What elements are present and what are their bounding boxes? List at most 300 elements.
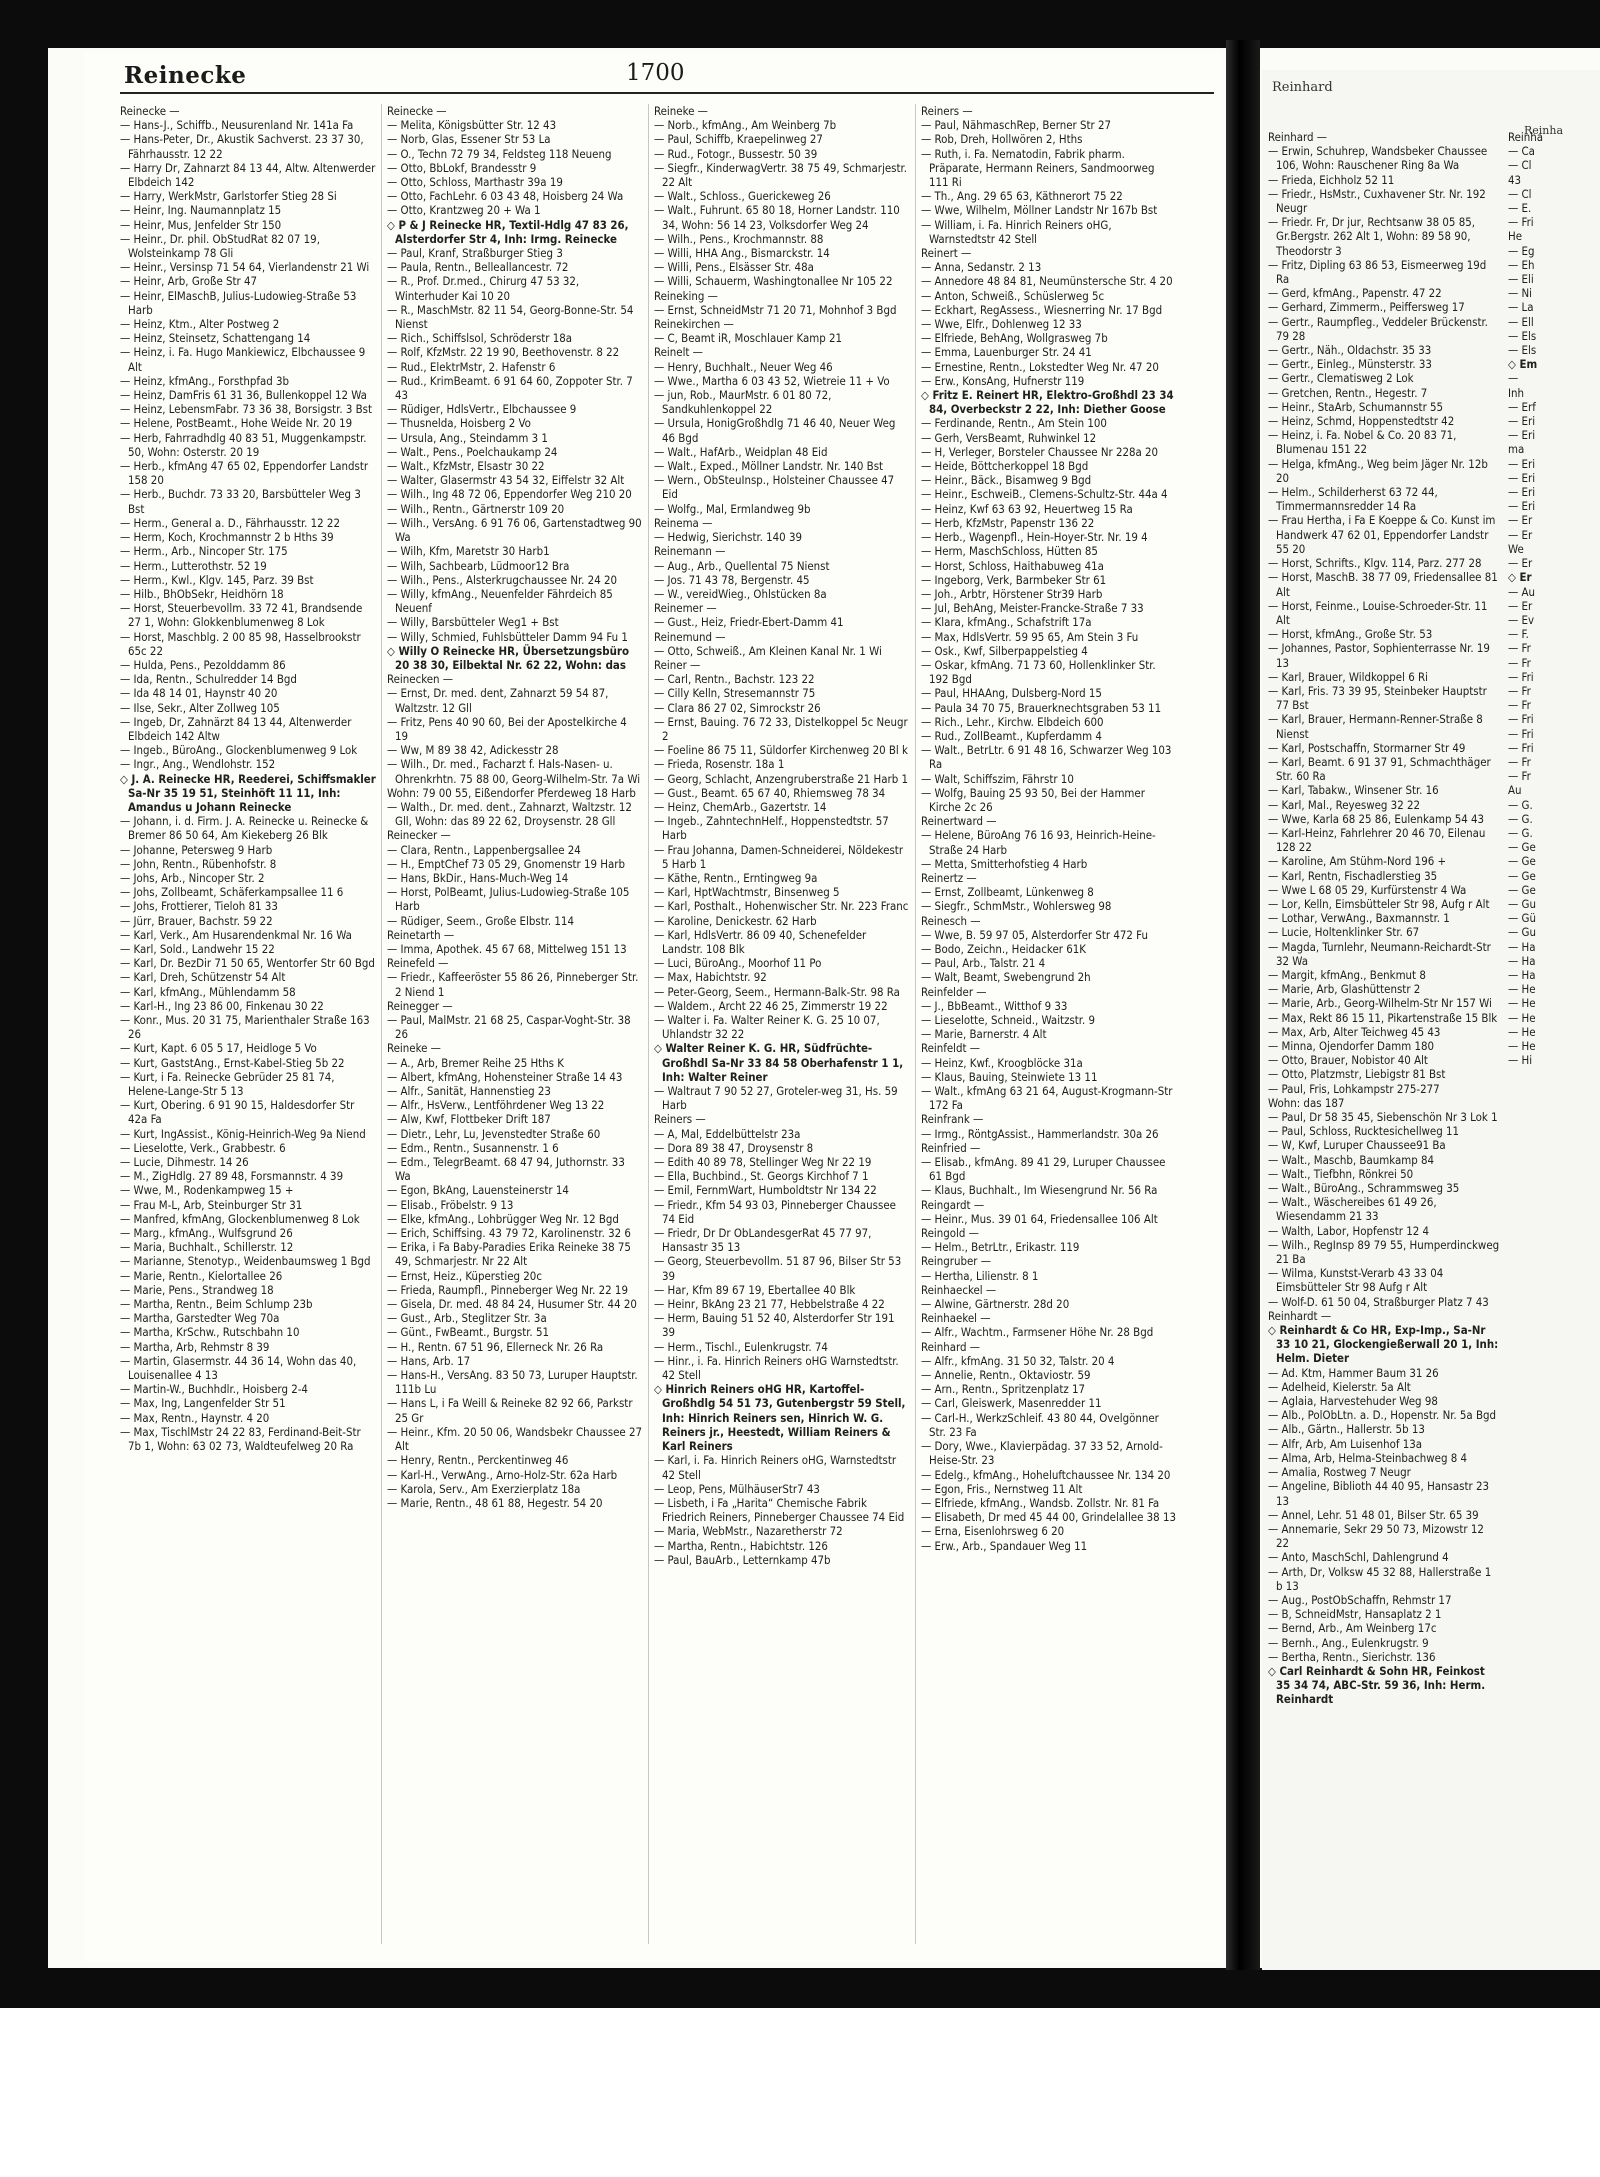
directory-entry: — Johannes, Pastor, Sophienterrasse Nr. 19 13 [1268, 641, 1490, 670]
directory-entry: Reinfried — [921, 1140, 981, 1155]
directory-entry: — Herb, KfzMstr, Papenstr 136 22 [921, 515, 1095, 530]
directory-entry: Wohn: das 187 [1268, 1095, 1345, 1110]
directory-entry: — Paul, BauArb., Letternkamp 47b [654, 1552, 831, 1567]
directory-entry: — Martha, Garstedter Weg 70a [120, 1311, 280, 1326]
directory-entry: — Hans L, i Fa Weill & Reineke 82 92 66, Parkstr 25 Gr [387, 1396, 633, 1425]
directory-entry: — Hans-H., VersAng. 83 50 73, Luruper Hauptstr. 111b Lu [387, 1368, 638, 1397]
directory-entry: — Heinr, ElMaschB, Julius-Ludowieg-Straße 53 Harb [120, 288, 357, 317]
right-directory-column-cut [1508, 130, 1598, 1970]
left-page [84, 52, 1222, 1962]
directory-entry: — Lisbeth, i Fa „Harita“ Chemische Fabrik Friedrich Reiners, Pinneberger Chaussee 74 Eid [654, 1495, 905, 1525]
directory-entry: — Heide, Böttcherkoppel 18 Bgd [921, 459, 1089, 474]
directory-entry: — Alw, Kwf, Flottbeker Drift 187 [387, 1112, 551, 1127]
directory-entry: — Wilh., RegInsp 89 79 55, Humperdinckweg 21 Ba [1268, 1237, 1500, 1267]
directory-entry: — Wwe., Martha 6 03 43 52, Wietreie 11 + Vo [654, 373, 890, 388]
directory-entry: — W., vereidWieg., Ohlstücken 8a [654, 586, 827, 601]
directory-entry: — Osk., Kwf, Silberpappelstieg 4 [921, 643, 1088, 658]
directory-entry: — Th., Ang. 29 65 63, Käthnerort 75 22 [921, 189, 1123, 204]
directory-entry: — Gu [1508, 925, 1536, 940]
directory-entry: — Bertha, Rentn., Sierichstr. 136 [1268, 1649, 1436, 1664]
directory-entry: — Wilh., Ing 48 72 06, Eppendorfer Weg 210 20 [387, 487, 632, 502]
directory-entry: — Eh [1508, 257, 1535, 272]
directory-entry: — Max, Habichtstr. 92 [654, 970, 767, 985]
directory-entry: — Martha, Arb, Rehmstr 8 39 [120, 1339, 270, 1354]
directory-entry: — Helm., BetrLtr., Erikastr. 119 [921, 1240, 1080, 1255]
directory-entry: — Magda, Turnlehr, Neumann-Reichardt-Str 32 Wa [1268, 939, 1491, 968]
directory-entry: — Käthe, Rentn., Erntingweg 9a [654, 870, 818, 885]
directory-entry: — H., Rentn. 67 51 96, Ellerneck Nr. 26 Ra [387, 1339, 604, 1354]
directory-entry: Reinemund — [654, 629, 726, 644]
directory-entry: — Gisela, Dr. med. 48 84 24, Husumer Str. 44 20 [387, 1297, 637, 1312]
directory-entry: Au [1508, 783, 1522, 798]
directory-entry: — Lieselotte, Verk., Grabbestr. 6 [120, 1140, 286, 1155]
directory-entry: — Edm., Rentn., Susannenstr. 1 6 [387, 1140, 559, 1155]
directory-entry: — Kurt, Obering. 6 91 90 15, Haldesdorfer Str 42a Fa [120, 1098, 355, 1127]
directory-entry: — Gerd, kfmAng., Papenstr. 47 22 [1268, 286, 1442, 301]
directory-entry: — Heinr., Mus. 39 01 64, Friedensallee 106 Alt [921, 1211, 1158, 1226]
directory-entry: — He [1508, 1024, 1536, 1039]
directory-entry: — Willi, HHA Ang., Bismarckstr. 14 [654, 246, 830, 261]
directory-entry: — Edith 40 89 78, Stellinger Weg Nr 22 19 [654, 1155, 872, 1170]
directory-entry: — Melita, Königsbütter Str. 12 43 [387, 118, 557, 133]
directory-entry: — Er [1508, 527, 1533, 542]
directory-entry: — Ge [1508, 840, 1536, 855]
directory-entry: — Karoline, Am Stühm-Nord 196 + [1268, 854, 1447, 869]
directory-entry: — Ingeb, Dr, Zahnärzt 84 13 44, Altenwerder Elbdeich 142 Altw [120, 714, 352, 743]
directory-entry: Reinert — [921, 246, 972, 261]
directory-entry: — Bodo, Zeichn., Heidacker 61K [921, 941, 1086, 956]
directory-entry: — Rich., Schiffslsol, Schröderstr 18a [387, 331, 573, 346]
directory-entry: — Horst, Schrifts., Klgv. 114, Parz. 277 28 [1268, 556, 1482, 571]
directory-entry: — Martin, Glasermstr. 44 36 14, Wohn das 40, Louisenallee 4 13 [120, 1353, 357, 1383]
directory-entry: — Hans, Arb. 17 [387, 1353, 471, 1368]
directory-entry: — Gertr., Raumpfleg., Veddeler Brückenstr. 79 28 [1268, 314, 1488, 343]
directory-entry: — Fri [1508, 740, 1534, 755]
directory-entry: — Friedr., Kaffeeröster 55 86 26, Pinneberger Str. 2 Niend 1 [387, 970, 639, 999]
directory-entry: — Karl, kfmAng., Mühlendamm 58 [120, 984, 296, 999]
directory-entry: — Wern., ObSteuInsp., Holsteiner Chaussee 47 Eid [654, 473, 895, 502]
directory-entry: — He [1508, 996, 1536, 1011]
directory-entry: — Paul, MalMstr. 21 68 25, Caspar-Voght-Str. 38 26 [387, 1013, 631, 1042]
directory-entry: — Metta, Smitterhofstieg 4 Harb [921, 856, 1088, 871]
directory-entry: — Herm, Koch, Krochmannstr 2 b Hths 39 [120, 530, 334, 545]
directory-entry: Reinertward — [921, 814, 997, 829]
directory-entry: — Gust., Arb., Steglitzer Str. 3a [387, 1311, 547, 1326]
directory-entry: — Alma, Arb, Helma-Steinbachweg 8 4 [1268, 1450, 1468, 1465]
directory-entry: — Annedore 48 84 81, Neumünstersche Str. 4 20 [921, 274, 1173, 289]
directory-entry: Reinecker — [387, 828, 451, 843]
directory-entry: — Konr., Mus. 20 31 75, Marienthaler Straße 163 26 [120, 1013, 370, 1042]
directory-entry: — Eli [1508, 272, 1534, 287]
directory-entry: — Paul, Schiffb, Kraepelinweg 27 [654, 132, 823, 147]
directory-entry: — Johs, Frottierer, Tieloh 81 33 [120, 899, 278, 914]
directory-entry: — Ernestine, Rentn., Lokstedter Weg Nr. 47 20 [921, 359, 1159, 374]
directory-entry: — Leop, Pens, MülhäuserStr7 43 [654, 1481, 820, 1496]
directory-entry: — Karl, Dreh, Schützenstr 54 Alt [120, 970, 286, 985]
directory-entry: — Wwe, Elfr., Dohlenweg 12 33 [921, 317, 1082, 332]
directory-entry: — Martha, Rentn., Beim Schlump 23b [120, 1297, 313, 1312]
directory-entry: — Martin-W., Buchhdlr., Hoisberg 2-4 [120, 1382, 308, 1397]
directory-entry: — Er [1508, 556, 1533, 571]
directory-entry: — Ernst, Bauing. 76 72 33, Distelkoppel 5c Neugr 2 [654, 714, 908, 743]
directory-entry: — Horst, Feinme., Louise-Schroeder-Str. 11 Alt [1268, 598, 1488, 627]
directory-entry: — Fritz, Pens 40 90 60, Bei der Apostelkirche 4 19 [387, 714, 627, 743]
directory-entry: — Herb., kfmAng 47 65 02, Eppendorfer Landstr 158 20 [120, 459, 369, 488]
header-rule [120, 92, 1214, 94]
directory-entry: — Gerhard, Zimmerm., Peiffersweg 17 [1268, 300, 1465, 315]
directory-entry: — Annelie, Rentn., Oktaviostr. 59 [921, 1368, 1091, 1383]
directory-entry: — Willy, Barsbütteler Weg1 + Bst [387, 615, 559, 630]
directory-entry: — Paul, Kranf, Straßburger Stieg 3 [387, 246, 563, 261]
directory-entry: — Angeline, Biblioth 44 40 95, Hansastr 23 13 [1268, 1479, 1490, 1508]
directory-entry: — Jul, BehAng, Meister-Francke-Straße 7 33 [921, 601, 1144, 616]
directory-entry: — Carl, Rentn., Bachstr. 123 22 [654, 672, 815, 687]
directory-entry: — Amalia, Rostweg 7 Neugr [1268, 1465, 1411, 1480]
directory-entry: — John, Rentn., Rübenhofstr. 8 [120, 856, 277, 871]
directory-entry: — Wilh, Sachbearb, Lüdmoor12 Bra [387, 558, 570, 573]
directory-entry: — Clara, Rentn., Lappenbergsallee 24 [387, 842, 581, 857]
directory-entry: — Walt., Maschb, Baumkamp 84 [1268, 1152, 1435, 1167]
directory-entry: — Ca [1508, 144, 1535, 159]
directory-entry: — Wwe, M., Rodenkampweg 15 + [120, 1183, 294, 1198]
directory-entry: — G. [1508, 797, 1533, 812]
directory-entry: — Egon, Fris., Nernstweg 11 Alt [921, 1481, 1083, 1496]
directory-entry: — Heinz, LebensmFabr. 73 36 38, Borsigstr. 3 Bst [120, 402, 373, 417]
directory-entry: — Wwe, Wilhelm, Möllner Landstr Nr 167b Bst [921, 203, 1158, 218]
directory-entry: — G. [1508, 811, 1533, 826]
directory-entry: — Clara 86 27 02, Simrockstr 26 [654, 700, 821, 715]
directory-entry: — Gertr., Clematisweg 2 Lok [1268, 371, 1414, 386]
right-directory-column [1268, 130, 1500, 1970]
directory-entry: — H., EmptChef 73 05 29, Gnomenstr 19 Harb [387, 856, 626, 871]
directory-entry: — Heinz, kfmAng., Forsthpfad 3b [120, 373, 290, 388]
right-running-head: Reinhard [1272, 80, 1333, 95]
directory-entry: — Hilb., BhObSekr, Heidhörn 18 [120, 586, 284, 601]
directory-entry: ◇ Hinrich Reiners oHG HR, Kartoffel-Großhdlg 54 51 73, Gutenbergstr 59 Stell, Inh: Hinrich Reiners sen, Hinrich W. G. Reiners jr., Heestedt, William Reiners & Karl Reiners [654, 1382, 906, 1454]
directory-entry: — Helm., Schilderherst 63 72 44, Timmermannsredder 14 Ra [1268, 485, 1438, 514]
directory-entry: — Oskar, kfmAng. 71 73 60, Hollenklinker Str. 192 Bgd [921, 657, 1156, 687]
directory-entry: — Heinr., Versinsp 71 54 64, Vierlandenstr 21 Wi [120, 260, 370, 275]
directory-entry: — Horst, Schloss, Haithabuweg 41a [921, 558, 1104, 573]
directory-entry: — Walt, Beamt, Swebengrund 2h [921, 970, 1091, 985]
directory-entry: — Margit, kfmAng., Benkmut 8 [1268, 967, 1426, 982]
directory-entry: — Hulda, Pens., Pezolddamm 86 [120, 657, 286, 672]
directory-entry: — Ernst, Dr. med. dent, Zahnarzt 59 54 87, Waltzstr. 12 Gll [387, 686, 609, 715]
directory-entry: — Fri [1508, 669, 1534, 684]
directory-entry: — [1508, 371, 1519, 386]
directory-entry: — G. [1508, 825, 1533, 840]
directory-entry: — Bernh., Ang., Eulenkrugstr. 9 [1268, 1635, 1429, 1650]
directory-entry: — Karl, Mal., Reyesweg 32 22 [1268, 797, 1420, 812]
directory-entry: Reinhaekel — [921, 1311, 991, 1326]
directory-entry: Reineke — [654, 104, 708, 118]
directory-entry: — Gertr., Einleg., Münsterstr. 33 [1268, 357, 1432, 372]
directory-entry: — Heinz, Steinsetz, Schattengang 14 [120, 331, 311, 346]
directory-entry: — Walt., Fuhrunt. 65 80 18, Horner Landstr. 110 34, Wohn: 56 14 23, Volksdorfer Weg 24 [654, 203, 900, 232]
directory-entry: — Anton, Schweiß., Schüslerweg 5c [921, 288, 1105, 303]
directory-entry: — Emil, FernmWart, Humboldtstr Nr 134 22 [654, 1183, 877, 1198]
directory-entry: — Erich, Schiffsing. 43 79 72, Karolinenstr. 32 6 [387, 1226, 631, 1241]
directory-entry: — Karl, HdlsVertr. 86 09 40, Schenefelder Landstr. 108 Blk [654, 927, 867, 956]
directory-entry: — Alfr., Wachtm., Farmsener Höhe Nr. 28 Bgd [921, 1325, 1154, 1340]
directory-entry: — A., Arb, Bremer Reihe 25 Hths K [387, 1055, 564, 1070]
directory-entry: — Marie, Arb., Georg-Wilhelm-Str Nr 157 Wi [1268, 996, 1492, 1011]
directory-entry: — Karl, Fris. 73 39 95, Steinbeker Hauptstr 77 Bst [1268, 683, 1487, 713]
directory-entry: — Wwe L 68 05 29, Kurfürstenstr 4 Wa [1268, 882, 1467, 897]
directory-entry: — Alfr., kfmAng. 31 50 32, Talstr. 20 4 [921, 1353, 1115, 1368]
directory-entry: Reingruber — [921, 1254, 992, 1269]
directory-entry: — Arn., Rentn., Spritzenplatz 17 [921, 1382, 1086, 1397]
directory-entry: — Paul, Fris, Lohkampstr 275-277 [1268, 1081, 1440, 1096]
directory-entry: ◇ Reinhardt & Co HR, Exp-Imp., Sa-Nr 33 10 21, Glockengießerwall 20 1, Inh: Helm. Dieter [1268, 1323, 1499, 1366]
directory-entry: — B, SchneidMstr, Hansaplatz 2 1 [1268, 1607, 1442, 1622]
directory-entry: — Helga, kfmAng., Weg beim Jäger Nr. 12b 20 [1268, 456, 1488, 485]
directory-entry: — Ingeb., ZahntechnHelf., Hoppenstedtstr. 57 Harb [654, 814, 889, 843]
directory-entry: — Günt., FwBeamt., Burgstr. 51 [387, 1325, 549, 1340]
directory-entry: — Heinz, i. Fa. Hugo Mankiewicz, Elbchaussee 9 Alt [120, 345, 366, 374]
directory-entry: — Gü [1508, 911, 1536, 926]
directory-entry: — Wolfg, Bauing 25 93 50, Bei der Hammer Kirche 2c 26 [921, 785, 1145, 814]
directory-entry: — Rich., Lehr., Kirchw. Elbdeich 600 [921, 714, 1104, 729]
directory-entry: — Imma, Apothek. 45 67 68, Mittelweg 151 13 [387, 941, 627, 956]
directory-entry: Reinesch — [921, 913, 981, 928]
directory-entry: — Walt., BüroAng., Schrammsweg 35 [1268, 1181, 1460, 1196]
directory-entry: — Wwe, B. 59 97 05, Alsterdorfer Str 472 Fu [921, 927, 1148, 942]
directory-entry: — Karl, Brauer, Wildkoppel 6 Ri [1268, 669, 1428, 684]
directory-entry: — Elisabeth, Dr med 45 44 00, Grindelallee 38 13 [921, 1510, 1176, 1525]
directory-entry: — Herm., Arb., Nincoper Str. 175 [120, 544, 288, 559]
directory-entry: — Erw., Arb., Spandauer Weg 11 [921, 1538, 1088, 1553]
directory-entry: — Heinz, i. Fa. Nobel & Co. 20 83 71, Blumenau 151 22 [1268, 428, 1457, 457]
directory-entry: — Maria, Buchhalt., Schillerstr. 12 [120, 1240, 294, 1255]
directory-entry: — Anna, Sedanstr. 2 13 [921, 260, 1042, 275]
directory-entry: — Walt, Schiffszim, Fährstr 10 [921, 771, 1074, 786]
directory-entry: Reingardt — [921, 1197, 985, 1212]
directory-entry: — Harry, WerkMstr, Garlstorfer Stieg 28 Si [120, 189, 337, 204]
directory-entry: — Wilh., Pens., Alsterkrugchaussee Nr. 24 20 [387, 572, 618, 587]
directory-entry: — Wolf-D. 61 50 04, Straßburger Platz 7 43 [1268, 1294, 1489, 1309]
directory-entry: ◇ P & J Reinecke HR, Textil-Hdlg 47 83 26, Alsterdorfer Str 4, Inh: Irmg. Reinecke [387, 217, 629, 246]
directory-entry: — Otto, Brauer, Nobistor 40 Alt [1268, 1053, 1428, 1068]
directory-entry: We [1508, 541, 1524, 556]
directory-entry: — Otto, BbLokf, Brandesstr 9 [387, 160, 537, 175]
directory-entry: — Cl [1508, 158, 1532, 173]
directory-entry: Reinegger — [387, 998, 453, 1013]
directory-entry: — Heinr., StaArb, Schumannstr 55 [1268, 399, 1444, 414]
directory-entry: — Egon, BkAng, Lauensteinerstr 14 [387, 1183, 569, 1198]
directory-entry: — Ferdinande, Rentn., Am Stein 100 [921, 416, 1107, 431]
column-divider [915, 104, 916, 1944]
directory-entry: — Friedr., Kfm 54 93 03, Pinneberger Chaussee 74 Eid [654, 1197, 896, 1226]
directory-entry: — Paul, Dr 58 35 45, Siebenschön Nr 3 Lok 1 [1268, 1110, 1498, 1125]
directory-entry: Wohn: 79 00 55, Eißendorfer Pferdeweg 18 Harb [387, 785, 636, 800]
directory-entry: — Wilma, Kunstst-Verarb 43 33 04 Eimsbütteler Str 98 Aufg r Alt [1268, 1266, 1444, 1295]
directory-entry: — Fr [1508, 683, 1531, 698]
directory-entry: — Heinr., Dr. phil. ObStudRat 82 07 19, Wolsteinkamp 78 Gli [120, 231, 320, 261]
directory-entry: — Walt., Schloss., Guerickeweg 26 [654, 189, 831, 204]
directory-entry: — Elisab., kfmAng. 89 41 29, Luruper Chaussee 61 Bgd [921, 1155, 1166, 1184]
directory-entry: — Paul, HHAAng, Dulsberg-Nord 15 [921, 686, 1102, 701]
directory-entry: — Helene, BüroAng 76 16 93, Heinrich-Heine-Straße 24 Harb [921, 828, 1156, 857]
directory-entry: — Wilh., Rentn., Gärtnerstr 109 20 [387, 501, 565, 516]
directory-entry: — Foeline 86 75 11, Süldorfer Kirchenweg 20 Bl k [654, 743, 908, 758]
directory-entry: — Horst, kfmAng., Große Str. 53 [1268, 627, 1433, 642]
directory-entry: — Fri [1508, 726, 1534, 741]
directory-entry: — Willy, kfmAng., Neuenfelder Fährdeich 85 Neuenf [387, 586, 613, 616]
directory-entry: — Karl-H., VerwAng., Arno-Holz-Str. 62a Harb [387, 1467, 618, 1482]
directory-entry: — Ursula, Ang., Steindamm 3 1 [387, 430, 548, 445]
directory-entry: — Eri [1508, 414, 1536, 429]
directory-entry: Reinha [1508, 130, 1544, 144]
directory-entry: — Dietr., Lehr, Lu, Jevenstedter Straße 60 [387, 1126, 601, 1141]
directory-entry: — Alb., PolObLtn. a. D., Hopenstr. Nr. 5a Bgd [1268, 1408, 1496, 1423]
directory-entry: — Bernd, Arb., Am Weinberg 17c [1268, 1621, 1437, 1636]
directory-entry: — La [1508, 300, 1534, 315]
directory-entry: — Wwe, Karla 68 25 86, Eulenkamp 54 43 [1268, 811, 1485, 826]
directory-entry: — Heinr., Bäck., Bisamweg 9 Bgd [921, 473, 1092, 488]
directory-entry: — Heinr, BkAng 23 21 77, Hebbelstraße 4 22 [654, 1297, 885, 1312]
directory-entry: — Hans, BkDir., Hans-Much-Weg 14 [387, 870, 569, 885]
directory-entry: — Walt., kfmAng 63 21 64, August-Krogmann-Str 172 Fa [921, 1084, 1173, 1113]
directory-entry: — Lor, Kelln, Eimsbütteler Str 98, Aufg r Alt [1268, 896, 1490, 911]
directory-entry: — Ursula, HonigGroßhdlg 71 46 40, Neuer Weg 46 Bgd [654, 416, 896, 445]
directory-entry: — Gertr., Näh., Oldachstr. 35 33 [1268, 343, 1432, 358]
right-running-head-cut: Reinha [1524, 124, 1564, 137]
scan-border-left [0, 0, 48, 2008]
book-gutter [1226, 40, 1260, 1970]
directory-entry: — Otto, Schweiß., Am Kleinen Kanal Nr. 1 Wi [654, 643, 882, 658]
directory-entry: — Ha [1508, 967, 1536, 982]
directory-entry: — Erw., KonsAng, Hufnerstr 119 [921, 373, 1085, 388]
directory-entry: — Ad. Ktm, Hammer Baum 31 26 [1268, 1365, 1439, 1380]
directory-entry: — Heinz, Kwf 63 63 92, Heuertweg 15 Ra [921, 501, 1133, 516]
directory-entry: — J., BbBeamt., Witthof 9 33 [921, 998, 1068, 1013]
directory-entry: — Fritz, Dipling 63 86 53, Eismeerweg 19d Ra [1268, 257, 1487, 287]
directory-entry: — Erwin, Schuhrep, Wandsbeker Chaussee 106, Wohn: Rauschener Ring 8a Wa [1268, 144, 1488, 173]
directory-entry: — Harry Dr, Zahnarzt 84 13 44, Altw. Altenwerder Elbdeich 142 [120, 160, 376, 190]
directory-entry: Reinelt — [654, 345, 703, 360]
directory-entry: — Irmg., RöntgAssist., Hammerlandstr. 30a 26 [921, 1126, 1159, 1141]
directory-entry: — Waltraut 7 90 52 27, Groteler-weg 31, Hs. 59 Harb [654, 1084, 898, 1113]
directory-entry: Reiners — [654, 1112, 706, 1127]
directory-entry: — Fr [1508, 754, 1531, 769]
directory-entry: — Georg, Schlacht, Anzengruberstraße 21 Harb 1 [654, 771, 909, 786]
directory-entry: — Aug., Arb., Quellental 75 Nienst [654, 558, 830, 573]
directory-entry: Reineking — [654, 288, 718, 303]
directory-entry: — Karoline, Denickestr. 62 Harb [654, 913, 817, 928]
directory-column-3 [654, 104, 910, 1944]
directory-entry: — Heinz, DamFris 61 31 36, Bullenkoppel 12 Wa [120, 388, 367, 403]
directory-entry: — Ingeb., BüroAng., Glockenblumenweg 9 Lok [120, 743, 358, 758]
directory-entry: Reinecke — [120, 104, 180, 118]
directory-entry: — Norb, Glas, Essener Str 53 La [387, 132, 551, 147]
directory-entry: ◇ Fritz E. Reinert HR, Elektro-Großhdl 23 34 84, Overbeckstr 2 22, Inh: Diether Goose [921, 388, 1174, 417]
directory-entry: — Eri [1508, 485, 1536, 500]
running-head: Reinecke [124, 62, 247, 89]
directory-entry: — Lothar, VerwAng., Baxmannstr. 1 [1268, 911, 1450, 926]
directory-entry: — Jürr, Brauer, Bachstr. 59 22 [120, 913, 273, 928]
directory-entry: — Heinz, Ktm., Alter Postweg 2 [120, 317, 280, 332]
directory-entry: Reinhard — [921, 1339, 981, 1354]
directory-entry: Reinertz — [921, 870, 977, 885]
directory-entry: — Frau Hertha, i Fa E Koeppe & Co. Kunst im Handwerk 47 62 01, Eppendorfer Landstr 55 20 [1268, 513, 1496, 556]
directory-entry: — Lucie, Holtenklinker Str. 67 [1268, 925, 1420, 940]
directory-entry: 43 [1508, 172, 1522, 187]
directory-entry: — Otto, FachLehr. 6 03 43 48, Hoisberg 24 Wa [387, 189, 624, 204]
directory-entry: — Elisab., Fröbelstr. 9 13 [387, 1197, 514, 1212]
directory-entry: Reinfrank — [921, 1112, 984, 1127]
column-divider [648, 104, 649, 1944]
directory-entry: — Fr [1508, 641, 1531, 656]
directory-entry: — Ge [1508, 882, 1536, 897]
directory-entry: — Gust., Beamt. 65 67 40, Rhiemsweg 78 34 [654, 785, 886, 800]
directory-entry: — Ingeborg, Verk, Barmbeker Str 61 [921, 572, 1107, 587]
directory-entry: — Wilh, Kfm, Maretstr 30 Harb1 [387, 544, 550, 559]
directory-entry: — Edm., TelegrBeamt. 68 47 94, Juthornstr. 33 Wa [387, 1155, 625, 1184]
directory-entry: — Johanne, Petersweg 9 Harb [120, 842, 273, 857]
directory-entry: — Max, Rekt 86 15 11, Pikartenstraße 15 Blk [1268, 1010, 1498, 1025]
directory-entry: Reinekirchen — [654, 317, 734, 332]
directory-entry: — Heinr, Ing. Naumannplatz 15 [120, 203, 282, 218]
directory-entry: — Ni [1508, 286, 1533, 301]
directory-entry: ◇ Carl Reinhardt & Sohn HR, Feinkost 35 34 74, ABC-Str. 59 36, Inh: Herm. Reinhardt [1268, 1663, 1486, 1707]
directory-entry: — Herm., Tischl., Eulenkrugstr. 74 [654, 1339, 828, 1354]
directory-entry: — Frieda, Raumpfl., Pinneberger Weg Nr. 22 19 [387, 1282, 628, 1297]
directory-entry: — Walt., Tiefbhn, Rönkrei 50 [1268, 1166, 1414, 1181]
directory-entry: — Paul, NähmaschRep, Berner Str 27 [921, 118, 1112, 133]
directory-entry: — Erika, i Fa Baby-Paradies Erika Reineke 38 75 49, Schmarjestr. Nr 22 Alt [387, 1240, 631, 1269]
directory-entry: — Lieselotte, Schneid., Waitzstr. 9 [921, 1013, 1096, 1027]
directory-entry: — Walt., Pens., Poelchaukamp 24 [387, 444, 558, 459]
directory-entry: — Ingr., Ang., Wendlohstr. 152 [120, 757, 276, 772]
directory-entry: — Hans-Peter, Dr., Akustik Sachverst. 23 37 30, Fährhausstr. 12 22 [120, 132, 364, 161]
directory-entry: — Karl, Rentn, Fischadlerstieg 35 [1268, 868, 1438, 883]
directory-entry: — Ge [1508, 854, 1536, 869]
directory-entry: — Herm., Lutterothstr. 52 19 [120, 558, 267, 573]
directory-entry: — Horst, PolBeamt, Julius-Ludowieg-Straße 105 Harb [387, 885, 630, 914]
directory-column-2 [387, 104, 643, 1944]
directory-entry: — Walter, Glasermstr 43 54 32, Eiffelstr 32 Alt [387, 473, 625, 488]
directory-entry: — Minna, Ojendorfer Damm 180 [1268, 1039, 1434, 1053]
directory-entry: — Max, Ing, Langenfelder Str 51 [120, 1396, 286, 1411]
directory-entry: — Gretchen, Rentn., Hegestr. 7 [1268, 385, 1428, 400]
directory-entry: Reiner — [654, 657, 701, 672]
directory-entry: — C, Beamt iR, Moschlauer Kamp 21 [654, 331, 843, 346]
directory-entry: — Paula 34 70 75, Brauerknechtsgraben 53 11 [921, 700, 1162, 715]
directory-entry: — Heinz, Kwf., Kroogblöcke 31a [921, 1055, 1083, 1070]
directory-entry: — Els [1508, 343, 1537, 358]
directory-entry: — Norb., kfmAng., Am Weinberg 7b [654, 118, 837, 133]
directory-entry: — Heinr., EschweiB., Clemens-Schultz-Str. 44a 4 [921, 487, 1168, 502]
directory-entry: — Heinr., Kfm. 20 50 06, Wandsbekr Chaussee 27 Alt [387, 1424, 642, 1454]
directory-entry: — Hi [1508, 1053, 1533, 1068]
directory-entry: — F. [1508, 627, 1529, 642]
directory-entry: — Heinz, ChemArb., Gazertstr. 14 [654, 799, 827, 814]
directory-entry: — Eri [1508, 470, 1536, 485]
directory-entry: Reinhardt — [1268, 1308, 1332, 1323]
directory-entry: Reinhard — [1268, 130, 1328, 144]
page-number: 1700 [626, 60, 685, 86]
directory-entry: — Horst, Maschblg. 2 00 85 98, Hasselbrookstr 65c 22 [120, 629, 361, 658]
directory-entry: — Ge [1508, 868, 1536, 883]
directory-entry: Reinfelder — [921, 984, 987, 999]
directory-entry: — Dory, Wwe., Klavierpädag. 37 33 52, Arnold-Heise-Str. 23 [921, 1439, 1163, 1468]
directory-entry: Reinemann — [654, 544, 726, 559]
directory-column-4 [921, 104, 1177, 1944]
directory-entry: — Har, Kfm 89 67 19, Ebertallee 40 Blk [654, 1282, 856, 1297]
directory-entry: — Max, HdlsVertr. 59 95 65, Am Stein 3 Fu [921, 629, 1139, 644]
directory-entry: — Hertha, Lilienstr. 8 1 [921, 1268, 1039, 1283]
